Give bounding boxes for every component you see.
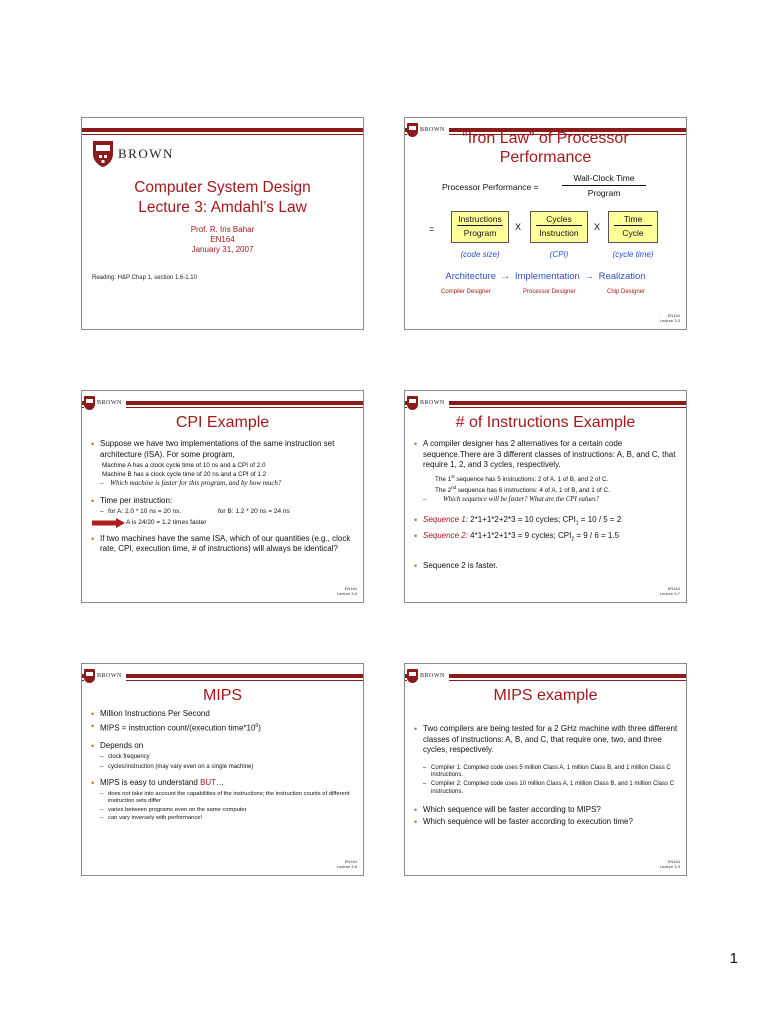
right-arrow-icon: →	[584, 271, 594, 282]
sequence-result: = 9 / 6 = 1.5	[574, 531, 620, 541]
question-text: Which machine is faster for this program, and by how much?	[110, 479, 282, 487]
bullet-mips-easy	[88, 778, 355, 789]
ellipsis: …	[216, 778, 225, 788]
times-sign: X	[594, 222, 601, 232]
cpi-subscript: 1	[575, 520, 579, 527]
box-bottom: Instruction	[539, 228, 579, 238]
layer-implementation: Implementation	[514, 271, 580, 282]
box-top: Time	[614, 214, 652, 226]
performance-equation	[442, 173, 652, 203]
brown-wordmark: BROWN	[420, 400, 445, 406]
sequence-calc: 4*1+1*2+1*3 = 9 cycles; CPI	[467, 531, 572, 541]
author-name: Prof. R. Iris Bahar	[190, 225, 255, 234]
brown-shield-icon	[92, 140, 114, 168]
result-text: A is 24/20 = 1.2 times faster	[126, 518, 207, 526]
slide-title-text	[405, 129, 686, 167]
course-code: EN164	[667, 586, 680, 591]
slide-title-text	[82, 178, 363, 218]
brown-logo-small	[84, 668, 126, 684]
role-compiler: Compiler Designer	[441, 289, 491, 295]
brown-logo-small	[84, 395, 126, 411]
header-rule	[82, 134, 363, 135]
seq-text: sequence has 5 instructions: 2 of A, 1 of B, and 2 of C.	[454, 475, 609, 483]
course-code: EN164	[344, 859, 357, 864]
course-code: EN164	[210, 235, 235, 244]
box-bottom: Program	[463, 228, 497, 238]
sequence-label: Sequence 2:	[423, 531, 468, 541]
bullet-time-per-instruction: • Time per instruction:	[88, 496, 355, 507]
box-top: Instructions	[458, 214, 502, 224]
sequence-result: = 10 / 5 = 2	[578, 515, 622, 525]
lecture-number: Lecture 3-5	[336, 591, 357, 596]
slide-body	[411, 439, 678, 574]
slide-instructions-example	[404, 390, 687, 603]
machine-b-line: Machine B has a clock cycle time of 20 ns and a CPI of 1.2	[102, 470, 267, 478]
role-chip: Chip Designer	[607, 289, 646, 295]
time-calc-line	[88, 508, 355, 517]
brown-wordmark: BROWN	[420, 127, 445, 133]
box-caption: (CPI)	[549, 250, 569, 259]
author-block	[82, 225, 363, 255]
title-line-2: Lecture 3: Amdahl’s Law	[138, 199, 307, 216]
page-number: 1	[729, 950, 738, 967]
brown-shield-icon	[407, 669, 418, 683]
formula-text: MIPS = instruction count/(execution time*10	[100, 723, 256, 733]
bullet-mips-question: • Which sequence will be faster according to MIPS?	[411, 805, 678, 816]
seq-sup: st	[451, 473, 455, 479]
bullet-same-isa: • If two machines have the same ISA, which of our quantities (e.g., clock rate, CPI, execution time, # of instructions) will always be identical?	[88, 534, 355, 555]
cpi-subscript: 2	[571, 536, 575, 543]
brown-wordmark: BROWN	[420, 673, 445, 679]
depends-cpi: – cycles/instruction (may vary even on a single machine)	[88, 763, 355, 772]
result-line	[88, 518, 355, 529]
slide-body	[88, 439, 355, 557]
bullet-implementations: • Suppose we have two implementations of the same instruction set architecture (ISA). For some program,	[88, 439, 355, 460]
role-processor: Processor Designer	[523, 289, 576, 295]
bullet-mips-definition: • Million Instructions Per Second	[88, 709, 355, 720]
caveat-varies: – varies between programs even on the same computer	[88, 807, 355, 815]
brown-logo	[92, 140, 174, 168]
right-arrow-icon	[92, 518, 126, 528]
title-line-1: “Iron Law” of Processor	[462, 130, 629, 147]
brown-wordmark: BROWN	[118, 146, 174, 161]
brown-shield-icon	[407, 396, 418, 410]
factor-box-time	[608, 211, 658, 243]
slide-title-text: MIPS	[202, 687, 243, 704]
lecture-date: January 31, 2007	[191, 245, 254, 254]
bullet-compiler-alternatives: • A compiler designer has 2 alternatives for a certain code sequence.There are 3 different classes of instructions: A, B, and C, that require 1, 2, and 3 cycles, respectively.	[411, 439, 678, 471]
slide-number	[660, 859, 680, 869]
slide-title-text: MIPS example	[493, 687, 598, 704]
lecture-number: Lecture 3-9	[659, 864, 680, 869]
question-line	[411, 496, 678, 505]
seq-sup: nd	[451, 485, 457, 491]
bullet-mips-formula	[88, 721, 355, 734]
reading-note: Reading: H&P Chap 1, section 1.6-1.10	[92, 275, 197, 281]
brown-logo-small	[407, 668, 449, 684]
question-text: Which sequence will be faster? What are the CPI values?	[443, 495, 600, 503]
equation-fraction	[562, 173, 646, 198]
design-layers	[405, 271, 686, 282]
slide-mips-example	[404, 663, 687, 876]
factor-box-instructions	[451, 211, 509, 243]
caveat-capabilities: – does not take into account the capabilities of the instructions; the instruction counts of different instruction sets differ	[88, 791, 355, 806]
brown-shield-icon	[84, 396, 95, 410]
course-code: EN164	[344, 586, 357, 591]
brown-logo-small	[407, 395, 449, 411]
mips-easy-text: MIPS is easy to understand	[100, 778, 201, 788]
bullet-sequence-1	[411, 515, 678, 529]
title-line-1: Computer System Design	[134, 179, 311, 196]
slide-number	[660, 586, 680, 596]
factor-box-cycles	[530, 211, 588, 243]
layer-architecture: Architecture	[445, 271, 497, 282]
slide-title-text: # of Instructions Example	[455, 414, 636, 431]
brown-wordmark: BROWN	[97, 673, 122, 679]
fraction-numerator: Wall-Clock Time	[562, 173, 646, 186]
header-bar	[82, 128, 363, 132]
equation-lhs: Processor Performance =	[442, 182, 539, 192]
time-b: for B: 1.2 * 20 ns = 24 ns	[218, 508, 290, 515]
slide-body	[88, 709, 355, 824]
title-line-2: Performance	[499, 149, 592, 166]
layer-realization: Realization	[598, 271, 646, 282]
seq-text: The 1	[435, 475, 452, 483]
compiler-2: – Compiler 2: Compiled code uses 10 million Class A, 1 million Class B, and 1 million Class C instructions.	[411, 781, 678, 797]
box-bottom: Cycle	[622, 228, 644, 238]
bullet-conclusion: • Sequence 2 is faster.	[411, 561, 678, 572]
lecture-number: Lecture 3-3	[659, 318, 680, 323]
equals-sign: =	[429, 224, 435, 234]
slide-body	[411, 724, 678, 830]
box-caption: (cycle time)	[612, 250, 654, 259]
caveat-inverse: – can vary inversely with performance!	[88, 815, 355, 823]
bullet-depends-on: • Depends on	[88, 741, 355, 752]
seq-text: sequence has 6 instructions: 4 of A, 1 of B, and 1 of C.	[456, 487, 610, 495]
box-top: Cycles	[536, 214, 582, 226]
depends-clock: – clock frequency	[88, 753, 355, 762]
sequence-1-line	[411, 473, 678, 485]
course-code: EN164	[667, 859, 680, 864]
sequence-2-line	[411, 484, 678, 496]
slide-title-text: CPI Example	[175, 414, 270, 431]
question-line	[88, 479, 355, 488]
bullet-time-question: • Which sequence will be faster according to execution time?	[411, 817, 678, 828]
slide-title	[81, 117, 364, 330]
formula-exponent: 6	[255, 722, 259, 729]
machine-a-line: Machine A has a clock cycle time of 10 ns and a CPI of 2.0	[102, 462, 266, 469]
right-arrow-icon: →	[500, 271, 511, 282]
seq-text: The 2	[435, 487, 452, 495]
compiler-1: – Compiler 1: Compiled code uses 5 million Class A, 1 million Class B, and 1 million Class C instructions.	[411, 765, 678, 781]
bullet-two-compilers: • Two compilers are being tested for a 2 GHz machine with three different classes of instructions: A, B, and C, that require one, two, and three cycles, respectively.	[411, 724, 678, 756]
slide-iron-law	[404, 117, 687, 330]
sequence-label: Sequence 1:	[423, 515, 468, 525]
slide-number	[337, 859, 357, 869]
course-code: EN164	[667, 313, 680, 318]
slide-number	[660, 313, 680, 323]
sequence-calc: 2*1+1*2+2*3 = 10 cycles; CPI	[467, 515, 576, 525]
formula-close: )	[258, 723, 261, 733]
bullet-sequence-2	[411, 531, 678, 545]
lecture-number: Lecture 3-7	[659, 591, 680, 596]
slide-number	[337, 586, 357, 596]
slide-mips	[81, 663, 364, 876]
times-sign: X	[515, 222, 522, 232]
time-a: for A: 2.0 * 10 ns = 20 ns.	[108, 508, 182, 515]
brown-wordmark: BROWN	[97, 400, 122, 406]
fraction-denominator: Program	[587, 188, 621, 198]
brown-shield-icon	[84, 669, 95, 683]
lecture-number: Lecture 3-8	[336, 864, 357, 869]
slide-cpi-example	[81, 390, 364, 603]
box-caption: (code size)	[460, 250, 500, 259]
but-text: BUT	[200, 778, 217, 788]
